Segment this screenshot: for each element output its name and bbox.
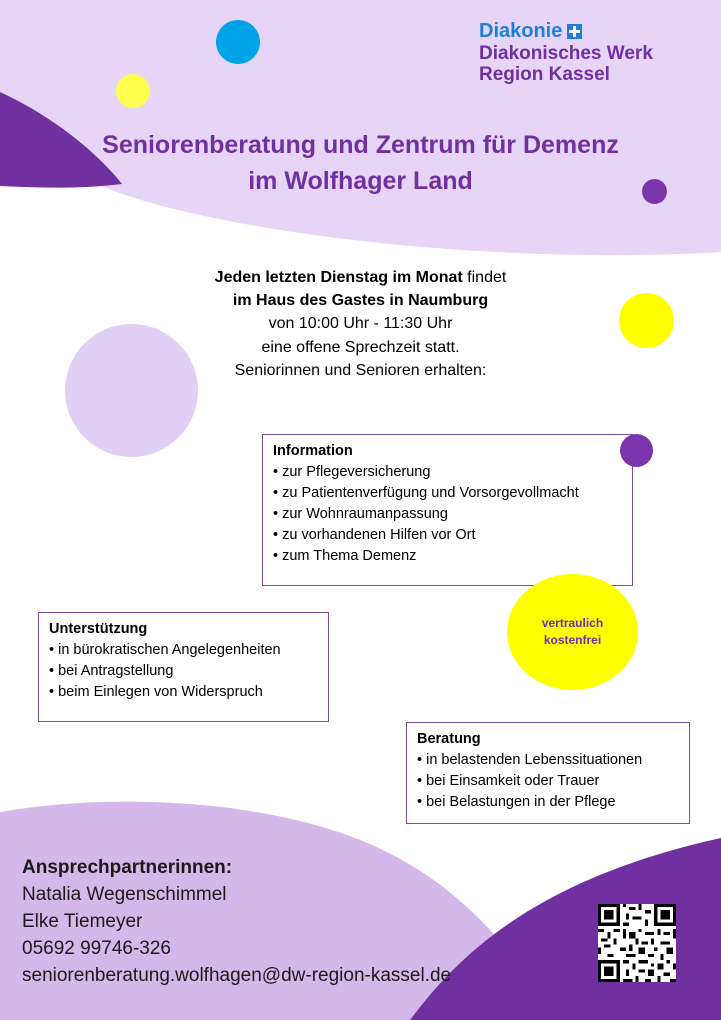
information-box bbox=[262, 434, 633, 586]
page-title bbox=[0, 127, 721, 200]
title-line-1: Seniorenberatung und Zentrum für Demenz bbox=[102, 131, 619, 159]
list-item: • zu Patientenverfügung und Vorsorgevollmacht bbox=[273, 483, 622, 504]
list-item: • bei Einsamkeit oder Trauer bbox=[417, 771, 679, 792]
contact-heading: Ansprechpartnerinnen: bbox=[22, 857, 233, 878]
advice-box bbox=[406, 722, 690, 824]
logo-brand: Diakonie bbox=[479, 20, 653, 43]
list-item: • in bürokratischen Angelegenheiten bbox=[49, 640, 318, 661]
list-item: • zur Wohnraumanpassung bbox=[273, 504, 622, 525]
intro-line-2: im Haus des Gastes in Naumburg bbox=[232, 292, 489, 310]
contact-email[interactable]: seniorenberatung.wolfhagen@dw-region-kassel.de bbox=[22, 964, 452, 986]
advice-heading: Beratung bbox=[417, 731, 481, 747]
support-box bbox=[38, 612, 329, 722]
intro-line-3: von 10:00 Uhr - 11:30 Uhr bbox=[268, 315, 453, 333]
list-item: • beim Einlegen von Widerspruch bbox=[49, 682, 318, 703]
badge-line-1: vertraulich bbox=[541, 615, 604, 630]
diakonie-cross-icon bbox=[567, 24, 582, 39]
contact-phone[interactable]: 05692 99746-326 bbox=[22, 937, 171, 959]
information-heading: Information bbox=[273, 443, 353, 459]
information-list bbox=[273, 462, 622, 567]
qr-code-icon[interactable] bbox=[598, 904, 676, 982]
list-item: • bei Belastungen in der Pflege bbox=[417, 792, 679, 813]
list-item: • zum Thema Demenz bbox=[273, 546, 622, 567]
list-item: • zur Pflegeversicherung bbox=[273, 462, 622, 483]
yellow-circle-small bbox=[116, 74, 150, 108]
purple-dot-box bbox=[620, 434, 653, 467]
intro-text bbox=[0, 266, 721, 382]
support-heading: Unterstützung bbox=[49, 621, 148, 637]
badge-line-2: kostenfrei bbox=[543, 633, 602, 647]
list-item: • zu vorhandenen Hilfen vor Ort bbox=[273, 525, 622, 546]
support-list bbox=[49, 640, 318, 703]
intro-line-5: Seniorinnen und Senioren erhalten: bbox=[234, 361, 487, 379]
advice-list bbox=[417, 750, 679, 813]
blue-circle bbox=[216, 20, 260, 64]
contact-block bbox=[22, 855, 451, 990]
diakonie-logo bbox=[479, 20, 653, 86]
contact-name-1: Natalia Wegenschimmel bbox=[22, 883, 227, 905]
contact-name-2: Elke Tiemeyer bbox=[22, 910, 143, 932]
confidential-free-badge bbox=[507, 574, 638, 690]
logo-line-2: Region Kassel bbox=[479, 64, 610, 86]
intro-line-1: Jeden letzten Dienstag im Monat findet bbox=[214, 269, 507, 286]
intro-line-4: eine offene Sprechzeit statt. bbox=[261, 338, 460, 356]
list-item: • in belastenden Lebenssituationen bbox=[417, 750, 679, 771]
title-line-2: im Wolfhager Land bbox=[248, 167, 473, 196]
logo-line-1: Diakonisches Werk bbox=[479, 42, 653, 64]
list-item: • bei Antragstellung bbox=[49, 661, 318, 682]
